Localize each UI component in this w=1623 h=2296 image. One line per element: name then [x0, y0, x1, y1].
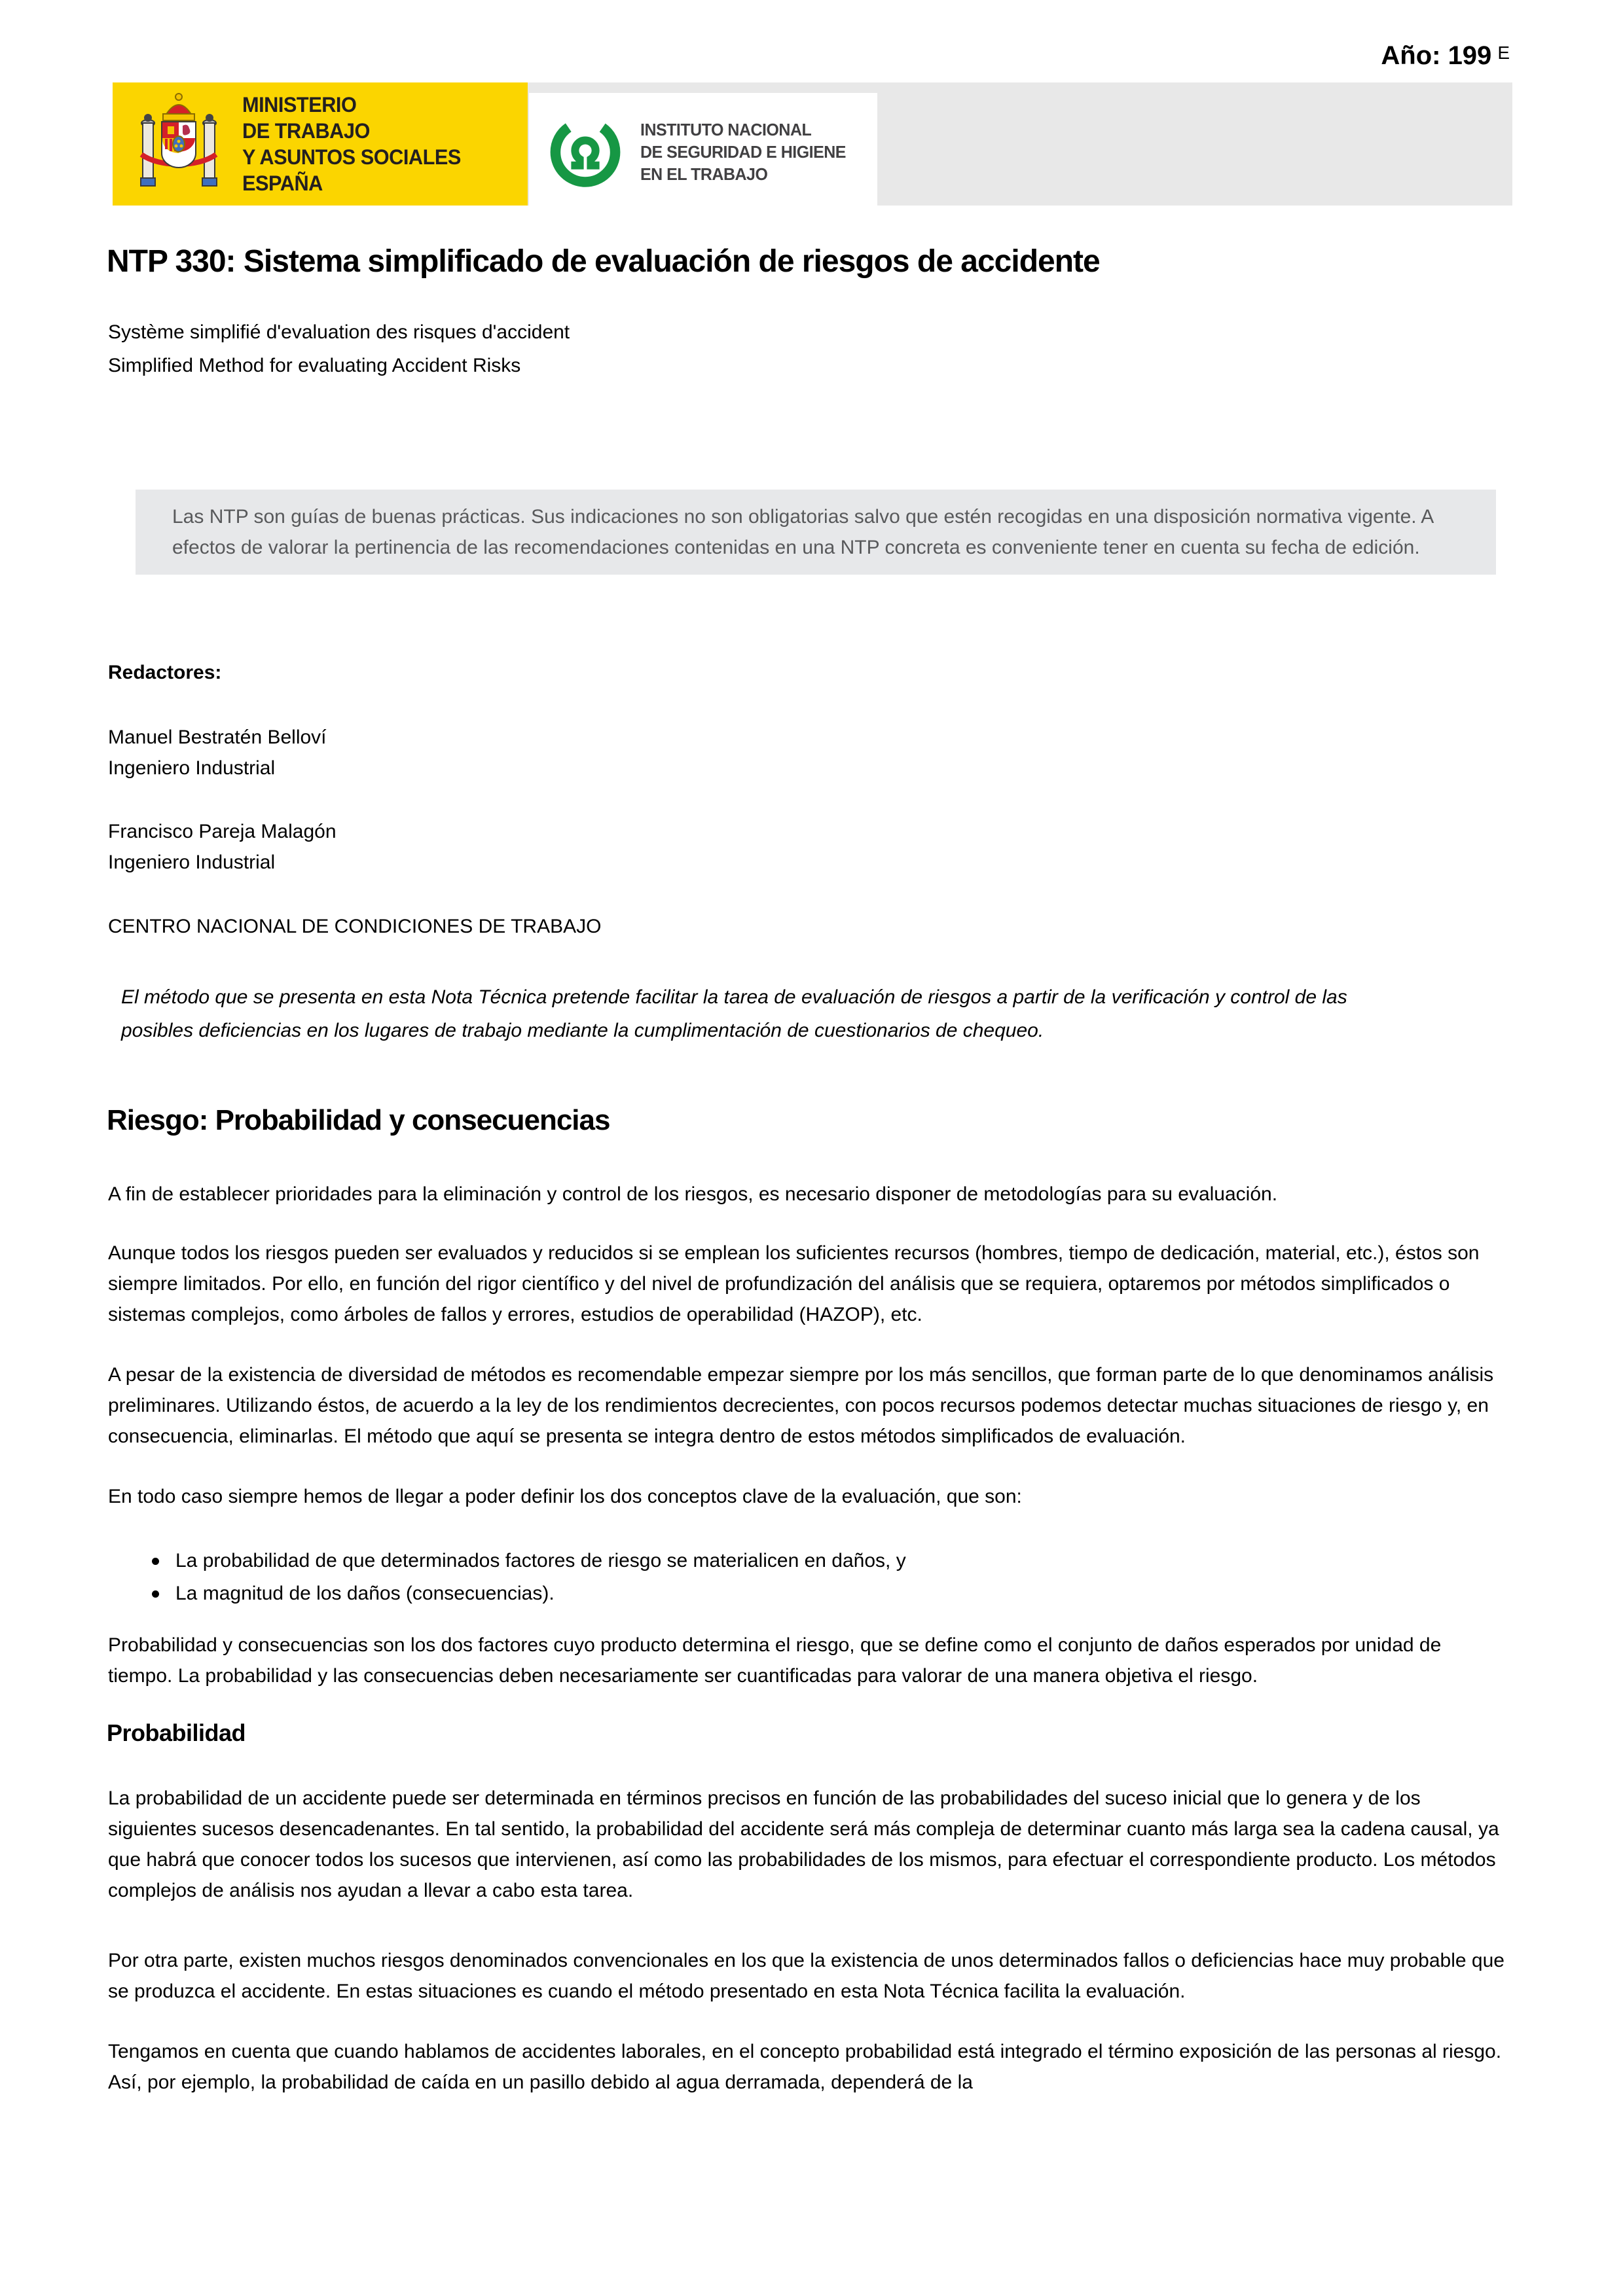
author-1 [108, 722, 1509, 783]
insht-line-2: DE SEGURIDAD E HIGIENE [640, 142, 846, 162]
author-2-role: Ingeniero Industrial [108, 852, 276, 873]
author-1-role: Ingeniero Industrial [108, 757, 276, 779]
ministry-logo-text [242, 92, 461, 196]
probabilidad-paragraph-1: La probabilidad de un accidente puede ser determinada en términos precisos en función de las probabilidades del suceso inicial que lo genera y de los siguientes sucesos desencadenantes. En tal sentido, la probabilidad del accidente será más compleja de determinar cuanto más larga sea la cadena causal, ya que habrá que conocer todos los sucesos que intervienen, así como las probabilidades de los mismos, para efectuar el correspondiente producto. Los métodos complejos de análisis nos ayudan a llevar a cabo esta tarea. [108, 1787, 1499, 1901]
riesgo-paragraph-1: A fin de establecer prioridades para la eliminación y control de los riesgos, es necesario disponer de metodologías para su evaluación. [108, 1183, 1278, 1205]
spain-coat-of-arms-icon [130, 92, 228, 196]
probabilidad-paragraph-3: Tengamos en cuenta que cuando hablamos de accidentes laborales, en el concepto probabilidad está integrado el término exposición de las personas al riesgo. Así, por ejemplo, la probabilidad de caída en un pasillo debido al agua derramada, dependerá de la [108, 2041, 1502, 2093]
insht-logo [529, 93, 877, 211]
center-name: CENTRO NACIONAL DE CONDICIONES DE TRABAJO [108, 916, 602, 937]
ministry-line-3: Y ASUNTOS SOCIALES [242, 145, 461, 169]
ministry-logo [113, 82, 528, 206]
subtitle-block [108, 315, 1512, 382]
riesgo-paragraph-5: Probabilidad y consecuencias son los dos factores cuyo producto determina el riesgo, que se define como el conjunto de daños esperados por unidad de tiempo. La probabilidad y las consecuencias deben necesariamente ser cuantificadas para valorar de una manera objetiva el riesgo. [108, 1634, 1442, 1687]
notice-box [136, 490, 1496, 575]
ministry-line-2: DE TRABAJO [242, 119, 370, 143]
list-item-magnitude: La magnitud de los daños (consecuencias). [151, 1577, 1460, 1610]
author-1-name: Manuel Bestratén Belloví [108, 726, 327, 748]
insht-line-1: INSTITUTO NACIONAL [640, 120, 812, 139]
redactores-heading: Redactores: [108, 662, 222, 683]
year-suffix-glyph: Ε [1497, 43, 1510, 63]
ministry-line-1: MINISTERIO [242, 93, 357, 117]
notice-text: Las NTP son guías de buenas prácticas. Sus indicaciones no son obligatorias salvo que estén recogidas en una disposición normativa vigente. A efectos de valorar la pertinencia de las recomendaciones contenidas en una NTP concreta es conveniente tener en cuenta su fecha de edición. [172, 506, 1433, 558]
section-heading-riesgo: Riesgo: Probabilidad y consecuencias [107, 1104, 610, 1136]
subtitle-english: Simplified Method for evaluating Accident Risks [108, 355, 521, 376]
header-band [113, 82, 1512, 206]
riesgo-paragraph-2: Aunque todos los riesgos pueden ser evaluados y reducidos si se emplean los suficientes recursos (hombres, tiempo de dedicación, material, etc.), éstos son siempre limitados. Por ello, en función del rigor científico y del nivel de profundización del análisis que se requiera, optaremos por métodos simplificados o sistemas complejos, como árboles de fallos y errores, estudios de operabilidad (HAZOP), etc. [108, 1242, 1480, 1325]
year-label [0, 0, 1623, 69]
insht-icon-wrap [546, 111, 625, 193]
insht-logo-text [640, 118, 846, 185]
probabilidad-paragraph-2: Por otra parte, existen muchos riesgos denominados convencionales en los que la existencia de unos determinados fallos o deficiencias hace muy probable que se produzca el accidente. En estas situaciones es cuando el método presentado en esta Nota Técnica facilita la evaluación. [108, 1950, 1504, 2002]
key-concepts-list [151, 1545, 1460, 1610]
abstract-text: El método que se presenta en esta Nota Técnica pretende facilitar la tarea de evaluación de riesgos a partir de la verificación y control de las posibles deficiencias en los lugares de trabajo mediante la cumplimentación de cuestionarios de chequeo. [121, 986, 1347, 1041]
ministry-line-4: ESPAÑA [242, 171, 323, 195]
author-2 [108, 816, 1509, 878]
page-title: NTP 330: Sistema simplificado de evaluación de riesgos de accidente [107, 244, 1100, 279]
riesgo-paragraph-4: En todo caso siempre hemos de llegar a poder definir los dos conceptos clave de la evaluación, que son: [108, 1486, 1022, 1507]
subtitle-french: Système simplifié d'evaluation des risques d'accident [108, 321, 570, 343]
insht-line-3: EN EL TRABAJO [640, 164, 768, 184]
year-text: Año: 199 [1381, 41, 1492, 70]
insht-ring-icon [546, 111, 625, 190]
subsection-heading-probabilidad: Probabilidad [107, 1719, 246, 1746]
riesgo-paragraph-3: A pesar de la existencia de diversidad de métodos es recomendable empezar siempre por los más sencillos, que forman parte de lo que denominamos análisis preliminares. Utilizando éstos, de acuerdo a la ley de los rendimientos decrecientes, con pocos recursos podemos detectar muchas situaciones de riesgo y, en consecuencia, eliminarlas. El método que aquí se presenta se integra dentro de estos métodos simplificados de evaluación. [108, 1364, 1494, 1447]
author-2-name: Francisco Pareja Malagón [108, 821, 337, 842]
list-item-probability: La probabilidad de que determinados factores de riesgo se materialicen en daños, y [151, 1545, 1460, 1577]
